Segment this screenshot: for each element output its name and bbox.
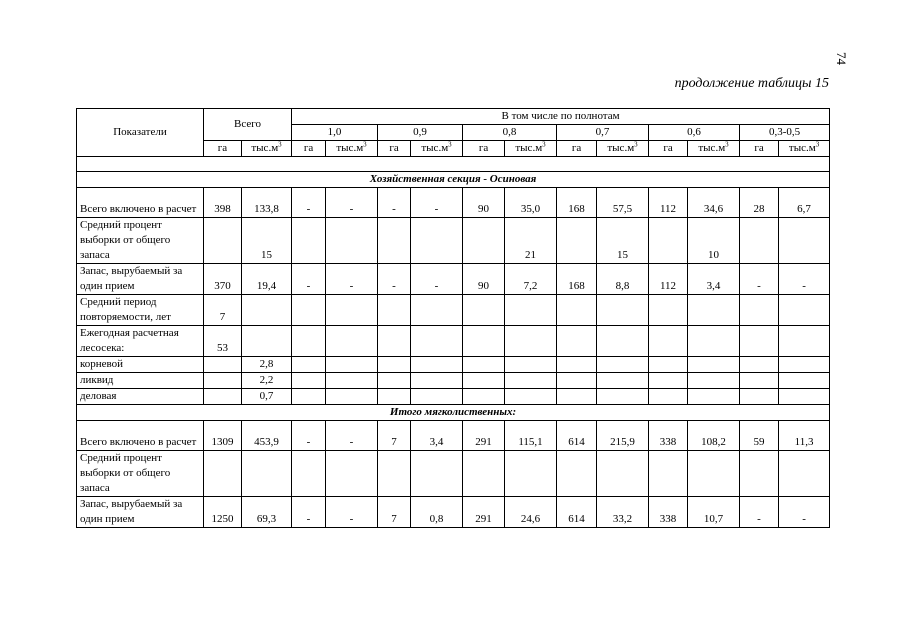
table-cell xyxy=(292,295,326,326)
section-title-row xyxy=(77,172,830,188)
table-cell xyxy=(740,389,779,405)
unit-volume-sup: 3 xyxy=(448,140,452,149)
continuation-caption: продолжение таблицы 15 xyxy=(674,76,829,91)
table-cell: 21 xyxy=(505,218,557,264)
table-row xyxy=(77,188,830,218)
table-cell xyxy=(242,295,292,326)
table-cell xyxy=(505,451,557,497)
header-density-5: 0,6 xyxy=(649,125,740,141)
unit-volume-text: тыс.м xyxy=(788,142,816,154)
table-cell: 10 xyxy=(688,218,740,264)
table-cell xyxy=(378,295,411,326)
unit-volume-sup: 3 xyxy=(542,140,546,149)
table-cell: - xyxy=(326,264,378,295)
table-row xyxy=(77,326,830,357)
table-cell xyxy=(204,389,242,405)
table-cell xyxy=(740,373,779,389)
table-cell xyxy=(649,389,688,405)
table-cell xyxy=(463,357,505,373)
header-total: Всего xyxy=(204,109,292,141)
table-cell xyxy=(204,373,242,389)
header-density-2: 0,9 xyxy=(378,125,463,141)
table-cell: 168 xyxy=(557,188,597,218)
header-unit-ha: га xyxy=(557,141,597,157)
table-cell: 398 xyxy=(204,188,242,218)
row-label: Запас, вырубаемый за один прием xyxy=(77,497,204,528)
table-cell xyxy=(649,295,688,326)
header-unit-volume xyxy=(411,141,463,157)
table-cell: 90 xyxy=(463,188,505,218)
unit-volume-sup: 3 xyxy=(815,140,820,149)
table-cell xyxy=(557,451,597,497)
table-cell: 168 xyxy=(557,264,597,295)
table-cell xyxy=(292,373,326,389)
table-cell xyxy=(204,451,242,497)
header-unit-volume xyxy=(688,141,740,157)
table-cell xyxy=(204,357,242,373)
table-cell: - xyxy=(292,188,326,218)
table-cell xyxy=(597,389,649,405)
table-row xyxy=(77,389,830,405)
table-cell: 7 xyxy=(378,497,411,528)
table-cell: 15 xyxy=(242,218,292,264)
table-cell: 15 xyxy=(597,218,649,264)
table-cell xyxy=(204,218,242,264)
table-cell: 7 xyxy=(378,421,411,451)
table-cell: 35,0 xyxy=(505,188,557,218)
spacer-row xyxy=(77,157,830,172)
table-cell xyxy=(326,451,378,497)
table-cell xyxy=(378,373,411,389)
table-cell xyxy=(688,295,740,326)
forest-table xyxy=(76,108,830,528)
unit-volume-text: тыс.м xyxy=(251,142,279,154)
table-cell: 7 xyxy=(204,295,242,326)
row-label: Всего включено в расчет xyxy=(77,188,204,218)
header-indicators: Показатели xyxy=(77,109,204,157)
table-cell: 338 xyxy=(649,421,688,451)
table-cell: 133,8 xyxy=(242,188,292,218)
table-cell: 34,6 xyxy=(688,188,740,218)
table-cell xyxy=(411,295,463,326)
unit-volume-text: тыс.м xyxy=(336,142,364,154)
page-number: 74 xyxy=(834,52,849,65)
table-cell xyxy=(557,357,597,373)
table-cell: 0,7 xyxy=(242,389,292,405)
table-cell: 112 xyxy=(649,264,688,295)
row-label: Средний процент выборки от общего запаса xyxy=(77,218,204,264)
table-row xyxy=(77,218,830,264)
header-unit-ha: га xyxy=(378,141,411,157)
table-cell: - xyxy=(292,264,326,295)
row-label: Всего включено в расчет xyxy=(77,421,204,451)
table-cell: 19,4 xyxy=(242,264,292,295)
unit-volume-sup: 3 xyxy=(634,140,638,149)
table-cell xyxy=(740,218,779,264)
table-cell: - xyxy=(779,497,830,528)
row-label: Средний процент выборки от общего запаса xyxy=(77,451,204,497)
row-label: Запас, вырубаемый за один прием xyxy=(77,264,204,295)
table-cell xyxy=(378,389,411,405)
header-density-3: 0,8 xyxy=(463,125,557,141)
table-cell: 3,4 xyxy=(411,421,463,451)
unit-volume-text: тыс.м xyxy=(607,142,635,154)
table-cell xyxy=(649,326,688,357)
table-cell: 115,1 xyxy=(505,421,557,451)
table-cell: 7,2 xyxy=(505,264,557,295)
table-cell xyxy=(411,451,463,497)
table-cell xyxy=(688,389,740,405)
table-cell xyxy=(411,357,463,373)
table-cell xyxy=(326,389,378,405)
table-row xyxy=(77,295,830,326)
table-cell: 1250 xyxy=(204,497,242,528)
table-cell xyxy=(411,373,463,389)
table-cell xyxy=(649,451,688,497)
table-row xyxy=(77,451,830,497)
table-cell: - xyxy=(740,497,779,528)
row-label: ликвид xyxy=(77,373,204,389)
header-unit-ha: га xyxy=(740,141,779,157)
table-cell: - xyxy=(411,264,463,295)
table-cell: - xyxy=(740,264,779,295)
header-density-4: 0,7 xyxy=(557,125,649,141)
table-cell xyxy=(378,357,411,373)
table-row xyxy=(77,421,830,451)
table-cell xyxy=(779,373,830,389)
table-cell: 614 xyxy=(557,497,597,528)
table-cell xyxy=(557,218,597,264)
table-cell xyxy=(597,451,649,497)
header-unit-ha: га xyxy=(204,141,242,157)
unit-volume-sup: 3 xyxy=(725,140,729,149)
table-cell xyxy=(326,357,378,373)
table-cell xyxy=(740,357,779,373)
table-cell: 53 xyxy=(204,326,242,357)
table-cell xyxy=(505,389,557,405)
table-cell xyxy=(649,373,688,389)
table-cell xyxy=(411,389,463,405)
row-label: деловая xyxy=(77,389,204,405)
table-cell: 370 xyxy=(204,264,242,295)
table-cell xyxy=(597,326,649,357)
table-cell xyxy=(557,326,597,357)
table-cell xyxy=(242,326,292,357)
header-unit-volume xyxy=(779,141,830,157)
table-cell xyxy=(463,295,505,326)
table-cell: - xyxy=(378,188,411,218)
table-cell: 8,8 xyxy=(597,264,649,295)
table-cell xyxy=(326,218,378,264)
row-label: Средний период повторяемости, лет xyxy=(77,295,204,326)
table-cell xyxy=(779,389,830,405)
table-cell xyxy=(463,451,505,497)
table-cell xyxy=(505,357,557,373)
header-unit-volume xyxy=(505,141,557,157)
table-cell xyxy=(779,326,830,357)
table-cell: - xyxy=(292,421,326,451)
table-cell xyxy=(597,373,649,389)
table-cell: 33,2 xyxy=(597,497,649,528)
unit-volume-text: тыс.м xyxy=(421,142,449,154)
header-unit-volume xyxy=(597,141,649,157)
table-cell xyxy=(779,357,830,373)
table-cell: 1309 xyxy=(204,421,242,451)
header-density-6: 0,3-0,5 xyxy=(740,125,830,141)
table-cell xyxy=(688,326,740,357)
table-cell: 59 xyxy=(740,421,779,451)
unit-volume-text: тыс.м xyxy=(515,142,543,154)
table-cell xyxy=(557,295,597,326)
table-cell: - xyxy=(326,497,378,528)
header-density-1: 1,0 xyxy=(292,125,378,141)
table-cell: - xyxy=(378,264,411,295)
table-cell xyxy=(740,295,779,326)
table-cell: - xyxy=(292,497,326,528)
table-cell xyxy=(740,326,779,357)
table-cell xyxy=(463,218,505,264)
table-cell xyxy=(292,389,326,405)
header-unit-volume xyxy=(326,141,378,157)
table-cell xyxy=(463,389,505,405)
table-cell xyxy=(649,218,688,264)
header-unit-ha: га xyxy=(463,141,505,157)
table-row xyxy=(77,373,830,389)
table-cell: 3,4 xyxy=(688,264,740,295)
table-cell: 2,8 xyxy=(242,357,292,373)
table-cell xyxy=(505,295,557,326)
table-cell: 0,8 xyxy=(411,497,463,528)
table-cell xyxy=(326,326,378,357)
table-cell xyxy=(292,357,326,373)
table-cell xyxy=(688,357,740,373)
table-cell: 90 xyxy=(463,264,505,295)
table-cell: - xyxy=(326,421,378,451)
table-cell xyxy=(740,451,779,497)
table-cell xyxy=(505,373,557,389)
section-title: Итого мягколиственных: xyxy=(77,405,830,421)
table-cell xyxy=(326,373,378,389)
table-cell: 24,6 xyxy=(505,497,557,528)
table-cell: 338 xyxy=(649,497,688,528)
table-cell: 112 xyxy=(649,188,688,218)
table-cell: 11,3 xyxy=(779,421,830,451)
table-cell xyxy=(779,451,830,497)
table-cell xyxy=(557,373,597,389)
table-cell: 291 xyxy=(463,497,505,528)
table-cell xyxy=(688,451,740,497)
table-cell xyxy=(505,326,557,357)
table-cell: 6,7 xyxy=(779,188,830,218)
unit-volume-sup: 3 xyxy=(278,140,282,149)
table-cell xyxy=(779,218,830,264)
table-cell xyxy=(597,357,649,373)
header-unit-ha: га xyxy=(292,141,326,157)
header-unit-volume xyxy=(242,141,292,157)
table-cell: - xyxy=(779,264,830,295)
table-cell: 2,2 xyxy=(242,373,292,389)
table-cell xyxy=(557,389,597,405)
table-cell: 614 xyxy=(557,421,597,451)
table-cell: - xyxy=(411,188,463,218)
table-cell xyxy=(779,295,830,326)
table-cell xyxy=(326,295,378,326)
table-cell xyxy=(597,295,649,326)
table-cell xyxy=(292,451,326,497)
header-by-density: В том числе по полнотам xyxy=(292,109,830,125)
table-cell xyxy=(688,373,740,389)
table-cell: 108,2 xyxy=(688,421,740,451)
table-cell: 215,9 xyxy=(597,421,649,451)
header-unit-ha: га xyxy=(649,141,688,157)
table-row xyxy=(77,357,830,373)
table-cell xyxy=(292,326,326,357)
table-cell xyxy=(378,218,411,264)
table-cell xyxy=(411,218,463,264)
unit-volume-sup: 3 xyxy=(363,140,367,149)
row-label: Ежегодная расчетная лесосека: xyxy=(77,326,204,357)
table-row xyxy=(77,264,830,295)
table-cell: 453,9 xyxy=(242,421,292,451)
row-label: корневой xyxy=(77,357,204,373)
table-cell: 10,7 xyxy=(688,497,740,528)
table-cell: 28 xyxy=(740,188,779,218)
table-cell xyxy=(292,218,326,264)
table-cell xyxy=(411,326,463,357)
section-title: Хозяйственная секция - Осиновая xyxy=(77,172,830,188)
section-title-row xyxy=(77,405,830,421)
table-cell xyxy=(463,326,505,357)
table-cell xyxy=(378,451,411,497)
table-cell xyxy=(649,357,688,373)
table-cell xyxy=(242,451,292,497)
unit-volume-text: тыс.м xyxy=(698,142,726,154)
table-cell: 69,3 xyxy=(242,497,292,528)
table-cell: - xyxy=(326,188,378,218)
table-cell xyxy=(378,326,411,357)
table-cell xyxy=(463,373,505,389)
table-row xyxy=(77,497,830,528)
table-cell: 291 xyxy=(463,421,505,451)
table-cell: 57,5 xyxy=(597,188,649,218)
